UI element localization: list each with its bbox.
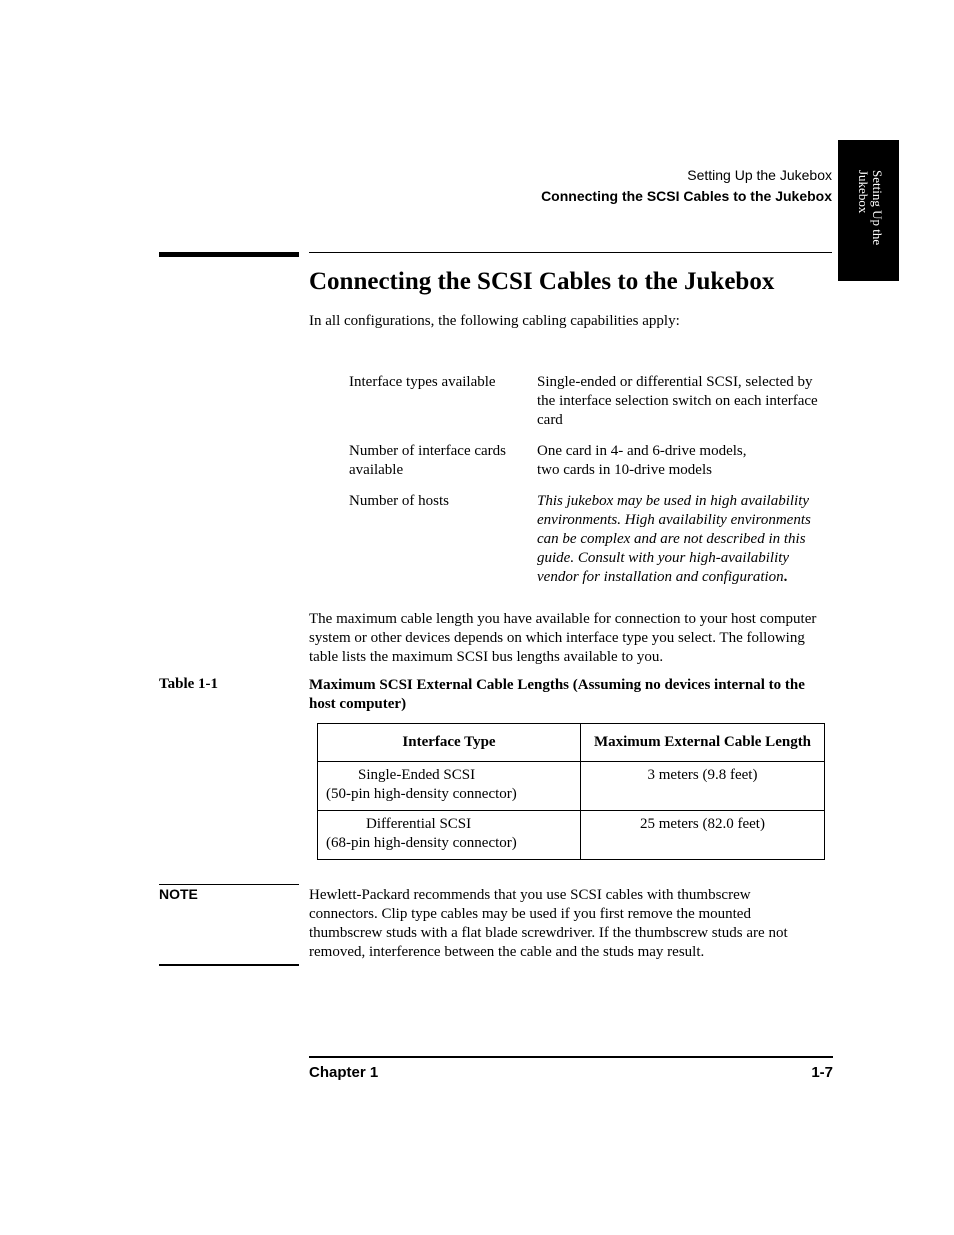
capability-value [537,442,832,480]
capability-value-line: two cards in 10-drive models [537,462,712,478]
note-text: Hewlett-Packard recommends that you use SCSI cables with thumbscrew connectors. Clip type cables may be used if you first remove the mounted thumbscrew studs with a flat blade screwdriver. If the thumbscrew studs are not removed, interference between the cable and the studs may result. [309,887,788,960]
table-caption: Maximum SCSI External Cable Lengths (Assuming no devices internal to the host computer) [309,677,805,712]
capability-value-line: One card in 4- and 6-drive models, [537,443,747,459]
running-header-chapter: Setting Up the Jukebox [687,167,832,183]
side-tab-label: Setting Up the Jukebox [856,170,885,246]
footer-chapter: Chapter 1 [309,1064,379,1081]
section-title: Connecting the SCSI Cables to the Jukebox [309,268,775,295]
capability-label: Number of hosts [349,493,449,509]
capability-label: Number of interface cards available [349,443,507,478]
table-cell-interface [318,762,581,811]
body-paragraph: The maximum cable length you have available for connection to your host computer system or other devices depends on which interface type you select. The following table lists the maximum SCSI bus lengths available to you. [309,611,817,665]
note-rule-bottom [159,964,299,966]
table-header-cell: Maximum External Cable Length [581,724,825,762]
table-cell-interface [318,811,581,860]
capability-value [537,492,832,587]
section-rule-thin [309,252,832,253]
interface-type: Differential SCSI [366,816,472,832]
cable-length-value: 25 meters (82.0 feet) [640,816,765,832]
side-thumb-tab [838,140,899,281]
footer-page-number: 1-7 [811,1064,833,1081]
capability-value-end: . [783,569,788,585]
table-cell-length [581,811,825,860]
cable-length-value: 3 meters (9.8 feet) [647,767,758,783]
capability-value: Single-ended or differential SCSI, selected by the interface selection switch on each interface card [537,374,818,428]
interface-connector: (68-pin high-density connector) [326,835,517,851]
table-header-row [318,724,825,762]
table-row [318,762,825,811]
interface-type: Single-Ended SCSI [358,767,476,783]
table-header-cell: Interface Type [318,724,581,762]
interface-connector: (50-pin high-density connector) [326,786,517,802]
table-cell-length [581,762,825,811]
table-number: Table 1-1 [159,676,219,692]
intro-paragraph: In all configurations, the following cabling capabilities apply: [309,313,680,329]
cable-length-table [317,723,825,860]
footer-rule [309,1056,833,1058]
note-rule-top [159,884,299,885]
table-row [318,811,825,860]
note-label: NOTE [159,886,198,902]
capability-label: Interface types available [349,374,496,390]
section-rule-thick [159,252,299,257]
running-header-section: Connecting the SCSI Cables to the Jukebox [541,188,832,204]
capability-value-italic: This jukebox may be used in high availability environments. High availability environments can be complex and are not described in this guide. Consult with your high-availability vendor for installation and configuration [537,493,811,585]
